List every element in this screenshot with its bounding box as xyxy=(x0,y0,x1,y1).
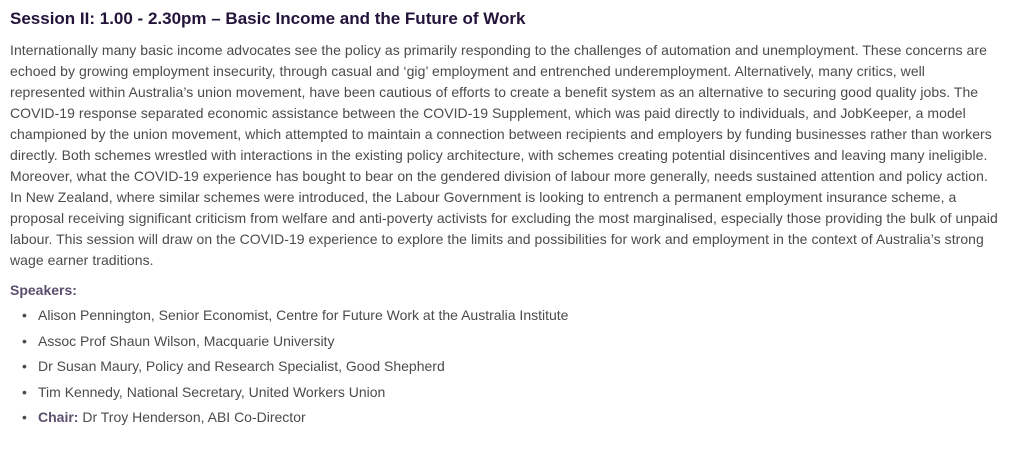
session-title: Session II: 1.00 - 2.30pm – Basic Income and the Future of Work xyxy=(10,9,526,28)
bullet-icon: • xyxy=(22,409,27,425)
speaker-item xyxy=(22,307,1003,324)
speaker-name: Alison Pennington, Senior Economist, Centre for Future Work at the Australia Institute xyxy=(38,307,569,323)
speaker-list xyxy=(10,307,1003,426)
bullet-icon: • xyxy=(22,307,27,323)
session-description: Internationally many basic income advocates see the policy as primarily responding to the challenges of automation and unemployment. These concerns are echoed by growing employment insecurity, through casual and ‘gig’ employment and entrenched underemployment. Alternatively, many critics, well represented within Australia’s union movement, have been cautious of efforts to create a benefit system as an alternative to securing good quality jobs. The COVID-19 response separated economic assistance between the COVID-19 Supplement, which was paid directly to individuals, and JobKeeper, a model championed by the union movement, which attempted to maintain a connection between recipients and employers by funding businesses rather than workers directly. Both schemes wrestled with interactions in the existing policy architecture, with schemes creating potential disincentives and leaving many ineligible. Moreover, what the COVID-19 experience has bought to bear on the gendered division of labour more generally, needs sustained attention and policy action. In New Zealand, where similar schemes were introduced, the Labour Government is looking to entrench a permanent employment insurance scheme, a proposal receiving significant criticism from welfare and anti-poverty activists for excluding the most marginalised, especially those providing the bulk of unpaid labour. This session will draw on the COVID-19 experience to explore the limits and possibilities for work and employment in the context of Australia’s strong wage earner traditions. xyxy=(10,42,998,268)
chair-name: Dr Troy Henderson, ABI Co-Director xyxy=(78,409,306,425)
bullet-icon: • xyxy=(22,383,27,400)
speakers-heading: Speakers: xyxy=(10,282,77,298)
speaker-name: Dr Susan Maury, Policy and Research Specialist, Good Shepherd xyxy=(38,358,445,374)
speaker-item xyxy=(22,358,1003,375)
speaker-item xyxy=(22,384,1003,401)
chair-item xyxy=(22,409,1003,426)
speaker-name: Tim Kennedy, National Secretary, United Workers Union xyxy=(38,383,386,400)
speaker-item xyxy=(22,333,1003,350)
chair-label: Chair: xyxy=(38,409,79,425)
bullet-icon: • xyxy=(22,332,27,349)
speaker-name: Assoc Prof Shaun Wilson, Macquarie University xyxy=(38,332,335,349)
bullet-icon: • xyxy=(22,358,27,374)
